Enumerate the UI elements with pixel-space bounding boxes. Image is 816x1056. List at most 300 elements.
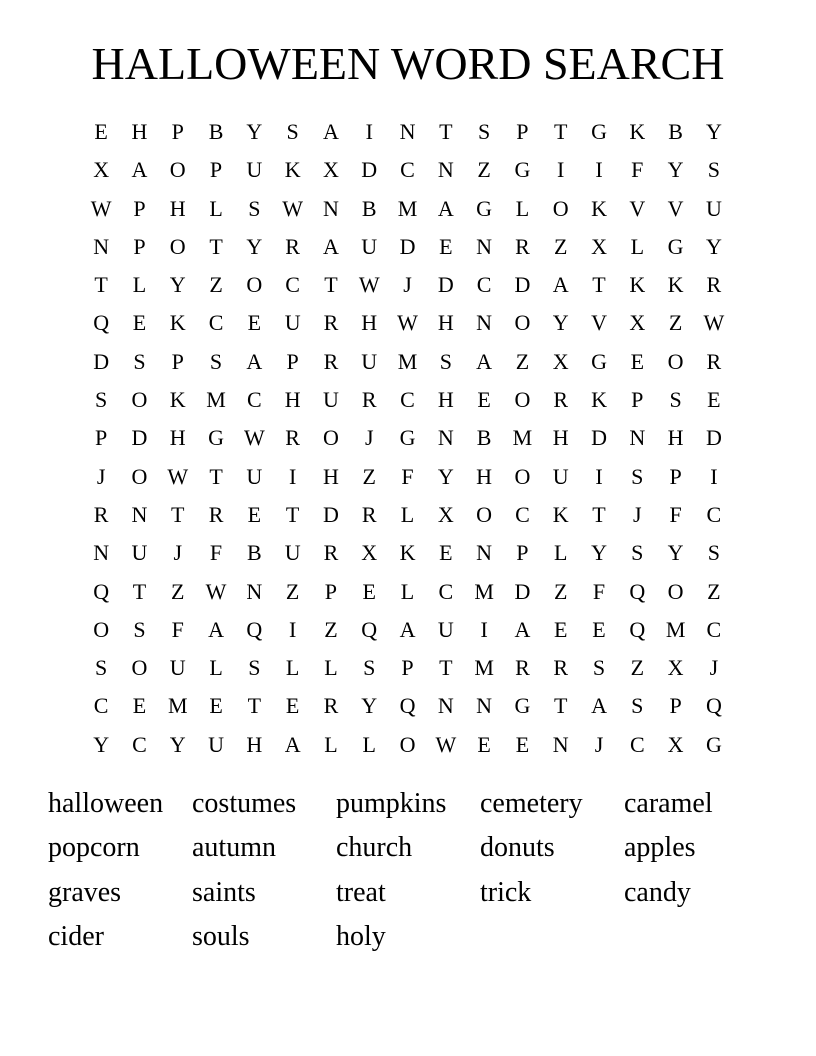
grid-letter: G — [514, 693, 531, 719]
grid-letter: H — [437, 310, 454, 336]
grid-letter: Z — [630, 655, 645, 681]
grid-letter: U — [284, 310, 301, 336]
grid-letter: I — [595, 157, 603, 183]
word-list-item: church — [336, 832, 413, 864]
grid-letter: P — [133, 195, 146, 221]
grid-letter: H — [667, 425, 684, 451]
grid-letter: S — [133, 348, 146, 374]
word-list-item: apples — [624, 832, 696, 864]
grid-letter: H — [361, 310, 378, 336]
grid-letter: K — [667, 272, 684, 298]
grid-letter: P — [171, 348, 184, 374]
grid-letter: X — [93, 157, 110, 183]
grid-letter: U — [552, 463, 569, 489]
word-list-item: trick — [480, 876, 532, 908]
grid-letter: D — [514, 578, 531, 604]
grid-letter: K — [629, 119, 646, 144]
grid-letter: H — [476, 463, 493, 489]
grid-letter: T — [439, 655, 453, 681]
grid-letter: U — [361, 233, 378, 259]
grid-letter: F — [592, 578, 606, 604]
grid-letter: H — [169, 425, 186, 451]
grid-row — [82, 228, 733, 266]
grid-letter: T — [247, 693, 262, 719]
grid-letter: T — [324, 272, 338, 298]
grid-letter: R — [553, 387, 569, 413]
grid-letter: K — [629, 272, 646, 298]
grid-row — [82, 534, 733, 572]
grid-letter: G — [514, 157, 531, 183]
grid-letter: G — [591, 348, 607, 374]
grid-letter: C — [706, 501, 722, 527]
grid-letter: O — [131, 387, 148, 413]
word-list-item: costumes — [192, 788, 297, 819]
grid-letter: P — [95, 425, 108, 451]
grid-letter: L — [132, 272, 147, 298]
grid-letter: W — [703, 310, 725, 336]
grid-letter: Y — [705, 119, 722, 144]
grid-letter: A — [399, 616, 416, 642]
grid-letter: X — [552, 348, 569, 374]
grid-letter: C — [476, 272, 492, 298]
grid-letter: T — [94, 272, 108, 298]
grid-letter: T — [209, 463, 223, 489]
grid-letter: C — [706, 616, 722, 642]
grid-letter: C — [132, 731, 147, 757]
grid-letter: M — [474, 578, 494, 604]
grid-letter: Z — [515, 348, 530, 374]
grid-letter: N — [476, 310, 493, 336]
grid-letter: Y — [361, 693, 378, 719]
grid-letter: C — [208, 310, 224, 336]
grid-letter: Z — [553, 578, 568, 604]
word-list-item: caramel — [624, 788, 713, 819]
grid-letter: E — [362, 578, 376, 604]
grid-letter: R — [361, 387, 377, 413]
grid-letter: L — [209, 195, 223, 221]
grid-letter: Y — [169, 272, 186, 298]
grid-letter: Y — [667, 157, 684, 183]
grid-letter: E — [132, 310, 147, 336]
grid-letter: U — [437, 616, 454, 642]
grid-letter: S — [707, 540, 721, 566]
grid-letter: K — [169, 387, 186, 413]
grid-letter: J — [594, 731, 604, 757]
grid-letter: T — [209, 233, 223, 259]
grid-letter: R — [323, 348, 339, 374]
word-list-item: pumpkins — [336, 788, 447, 819]
grid-letter: Y — [169, 731, 186, 757]
grid-letter: Q — [629, 616, 646, 642]
grid-letter: R — [323, 310, 339, 336]
grid-letter: U — [322, 387, 339, 413]
grid-letter: E — [592, 616, 606, 642]
grid-letter: O — [93, 616, 110, 642]
grid-letter: R — [553, 655, 569, 681]
grid-letter: N — [629, 425, 646, 451]
grid-letter: U — [246, 463, 263, 489]
grid-letter: A — [322, 119, 339, 144]
grid-letter: F — [401, 463, 414, 489]
grid-letter: N — [476, 540, 493, 566]
grid-letter: L — [285, 655, 300, 681]
grid-letter: X — [437, 501, 454, 527]
grid-letter: Y — [552, 310, 569, 336]
grid-letter: X — [591, 233, 607, 259]
grid-letter: M — [397, 195, 418, 221]
grid-row — [82, 687, 733, 725]
grid-letter: W — [205, 578, 227, 604]
grid-letter: I — [288, 616, 297, 642]
grid-letter: Z — [285, 578, 300, 604]
grid-letter: J — [709, 655, 719, 681]
grid-letter: Q — [399, 693, 416, 719]
grid-letter: H — [169, 195, 186, 221]
grid-letter: V — [591, 310, 607, 336]
grid-row — [82, 304, 733, 342]
grid-letter: Y — [667, 540, 684, 566]
grid-letter: E — [132, 693, 147, 719]
grid-letter: N — [437, 425, 454, 451]
grid-letter: M — [206, 387, 226, 413]
grid-letter: E — [94, 119, 108, 144]
grid-letter: D — [437, 272, 454, 298]
grid-letter: G — [705, 731, 722, 757]
grid-letter: O — [552, 195, 569, 221]
word-list-row — [48, 871, 768, 915]
grid-letter: L — [362, 731, 376, 757]
grid-letter: O — [667, 578, 684, 604]
grid-letter: D — [514, 272, 531, 298]
grid-letter: B — [668, 119, 683, 144]
grid-letter: U — [208, 731, 224, 757]
grid-letter: A — [246, 348, 263, 374]
grid-letter: G — [208, 425, 224, 451]
grid-letter: P — [669, 693, 682, 719]
grid-letter: I — [480, 616, 488, 642]
grid-letter: U — [705, 195, 722, 221]
word-list-item: saints — [192, 876, 256, 908]
grid-letter: S — [248, 195, 261, 221]
grid-letter: R — [515, 655, 530, 681]
grid-letter: Q — [93, 310, 110, 336]
grid-letter: U — [131, 540, 148, 566]
grid-letter: Y — [93, 731, 110, 757]
grid-letter: S — [631, 540, 644, 566]
word-list-item: candy — [624, 876, 691, 908]
grid-letter: K — [399, 540, 416, 566]
grid-letter: K — [591, 387, 607, 413]
grid-letter: A — [284, 731, 301, 757]
grid-letter: Y — [591, 540, 607, 566]
word-list-item: cemetery — [480, 788, 583, 819]
grid-letter: E — [707, 387, 721, 413]
grid-letter: Z — [553, 233, 568, 259]
word-list-item: popcorn — [48, 832, 140, 864]
grid-row — [82, 343, 733, 381]
grid-letter: F — [631, 157, 644, 183]
grid-letter: B — [361, 195, 377, 221]
grid-letter: A — [476, 348, 493, 374]
grid-letter: N — [246, 578, 263, 604]
grid-letter: B — [208, 119, 224, 144]
grid-letter: N — [552, 731, 569, 757]
grid-letter: R — [706, 272, 722, 298]
grid-letter: N — [437, 157, 454, 183]
grid-letter: D — [93, 348, 110, 374]
grid-letter: N — [399, 119, 416, 144]
grid-letter: J — [403, 272, 412, 298]
grid-letter: X — [667, 731, 684, 757]
grid-letter: D — [591, 425, 607, 451]
grid-letter: M — [167, 693, 188, 719]
grid-letter: J — [633, 501, 642, 527]
grid-letter: L — [324, 731, 338, 757]
grid-letter: P — [209, 157, 223, 183]
grid-letter: A — [591, 693, 607, 719]
grid-letter: I — [288, 463, 297, 489]
grid-letter: Z — [707, 578, 721, 604]
grid-letter: S — [133, 616, 146, 642]
word-list-item: donuts — [480, 832, 555, 864]
grid-row — [82, 151, 733, 189]
grid-letter: Q — [361, 616, 378, 642]
grid-letter: T — [553, 119, 568, 144]
grid-row — [82, 113, 733, 151]
grid-letter: U — [284, 540, 301, 566]
grid-letter: O — [514, 387, 531, 413]
grid-letter: M — [512, 425, 533, 451]
grid-letter: G — [476, 195, 493, 221]
grid-letter: W — [167, 463, 189, 489]
grid-letter: L — [400, 578, 415, 604]
grid-letter: M — [397, 348, 418, 374]
grid-letter: N — [322, 195, 339, 221]
grid-letter: P — [401, 655, 414, 681]
grid-letter: J — [173, 540, 183, 566]
grid-letter: S — [363, 655, 376, 681]
grid-letter: I — [557, 157, 565, 183]
grid-letter: K — [591, 195, 607, 221]
grid-letter: Z — [209, 272, 223, 298]
grid-letter: Q — [705, 693, 722, 719]
grid-letter: P — [286, 348, 299, 374]
grid-letter: O — [169, 233, 186, 259]
grid-letter: W — [435, 731, 457, 757]
grid-letter: S — [477, 119, 491, 144]
grid-letter: F — [171, 616, 184, 642]
grid-letter: Y — [705, 233, 722, 259]
grid-row — [82, 726, 733, 764]
grid-letter: X — [629, 310, 646, 336]
grid-letter: U — [169, 655, 186, 681]
word-list-item: treat — [336, 876, 386, 908]
grid-letter: C — [93, 693, 109, 719]
grid-letter: B — [246, 540, 262, 566]
grid-letter: Z — [668, 310, 683, 336]
grid-letter: R — [208, 501, 224, 527]
grid-row — [82, 381, 733, 419]
grid-letter: Q — [93, 578, 110, 604]
grid-letter: W — [243, 425, 265, 451]
grid-letter: T — [171, 501, 185, 527]
grid-letter: D — [399, 233, 416, 259]
grid-letter: E — [439, 540, 453, 566]
grid-letter: P — [516, 119, 529, 144]
grid-letter: H — [284, 387, 301, 413]
grid-letter: E — [439, 233, 453, 259]
grid-letter: O — [169, 157, 186, 183]
grid-letter: R — [285, 233, 300, 259]
grid-letter: T — [553, 693, 568, 719]
grid-letter: R — [285, 425, 300, 451]
grid-letter: Z — [477, 157, 491, 183]
grid-letter: H — [322, 463, 339, 489]
grid-letter: G — [667, 233, 684, 259]
grid-row — [82, 458, 733, 496]
grid-letter: R — [515, 233, 530, 259]
grid-letter: O — [476, 501, 493, 527]
grid-letter: M — [665, 616, 686, 642]
grid-letter: N — [476, 693, 493, 719]
grid-letter: S — [209, 348, 223, 374]
grid-letter: R — [323, 540, 339, 566]
grid-letter: K — [169, 310, 186, 336]
grid-letter: S — [592, 655, 606, 681]
grid-letter: T — [132, 578, 147, 604]
grid-letter: P — [631, 387, 644, 413]
word-list-item: halloween — [48, 788, 164, 819]
grid-letter: W — [397, 310, 418, 336]
grid-letter: C — [400, 387, 415, 413]
grid-row — [82, 266, 733, 304]
grid-letter: R — [93, 501, 109, 527]
grid-letter: L — [515, 195, 530, 221]
grid-letter: Z — [324, 616, 338, 642]
grid-letter: T — [285, 501, 300, 527]
grid-letter: U — [361, 348, 378, 374]
grid-letter: A — [322, 233, 339, 259]
grid-letter: A — [552, 272, 569, 298]
grid-letter: R — [323, 693, 339, 719]
grid-row — [82, 573, 733, 611]
grid-letter: Z — [171, 578, 185, 604]
grid-letter: E — [630, 348, 645, 374]
grid-letter: W — [282, 195, 304, 221]
grid-letter: C — [438, 578, 454, 604]
word-list-item: cider — [48, 920, 104, 952]
grid-row — [82, 611, 733, 649]
grid-letter: E — [477, 387, 491, 413]
word-list-item: holy — [336, 920, 386, 952]
grid-letter: Q — [629, 578, 646, 604]
grid-letter: E — [247, 310, 262, 336]
grid-letter: O — [399, 731, 416, 757]
grid-letter: Y — [437, 463, 454, 489]
grid-letter: K — [284, 157, 301, 183]
grid-row — [82, 419, 733, 457]
grid-letter: S — [631, 693, 644, 719]
grid-letter: E — [477, 731, 491, 757]
grid-letter: L — [324, 655, 338, 681]
grid-letter: E — [515, 731, 530, 757]
grid-letter: A — [131, 157, 148, 183]
grid-letter: V — [667, 195, 684, 221]
grid-letter: E — [247, 501, 262, 527]
grid-letter: N — [93, 233, 110, 259]
grid-letter: P — [516, 540, 529, 566]
grid-letter: C — [400, 157, 415, 183]
grid-letter: O — [514, 310, 531, 336]
grid-letter: C — [246, 387, 262, 413]
grid-letter: S — [248, 655, 261, 681]
grid-letter: S — [95, 655, 108, 681]
grid-letter: X — [361, 540, 378, 566]
grid-letter: D — [361, 157, 378, 183]
grid-letter: S — [669, 387, 682, 413]
grid-letter: O — [667, 348, 684, 374]
grid-letter: X — [667, 655, 684, 681]
grid-letter: R — [361, 501, 377, 527]
grid-letter: O — [131, 655, 148, 681]
grid-letter: D — [705, 425, 722, 451]
grid-letter: C — [515, 501, 530, 527]
word-list-row — [48, 782, 768, 826]
grid-letter: L — [630, 233, 645, 259]
grid-letter: I — [710, 463, 718, 489]
grid-letter: J — [364, 425, 374, 451]
grid-letter: D — [322, 501, 339, 527]
grid-letter: S — [95, 387, 108, 413]
grid-letter: M — [474, 655, 494, 681]
grid-letter: S — [286, 119, 299, 144]
grid-letter: L — [209, 655, 223, 681]
grid-letter: O — [131, 463, 148, 489]
grid-letter: X — [322, 157, 339, 183]
grid-letter: Q — [246, 616, 263, 642]
grid-letter: P — [669, 463, 682, 489]
grid-letter: H — [552, 425, 569, 451]
grid-letter: I — [595, 463, 603, 489]
word-list-item: graves — [48, 876, 122, 908]
grid-letter: H — [131, 119, 148, 144]
grid-letter: G — [399, 425, 416, 451]
grid-letter: C — [285, 272, 300, 298]
grid-letter: S — [707, 157, 721, 183]
grid-letter: C — [629, 731, 645, 757]
grid-letter: N — [93, 540, 110, 566]
grid-letter: P — [171, 119, 184, 144]
grid-letter: Y — [246, 119, 263, 144]
grid-letter: P — [133, 233, 146, 259]
grid-letter: G — [591, 119, 607, 144]
grid-letter: O — [246, 272, 263, 298]
grid-row — [82, 190, 733, 228]
grid-letter: T — [592, 272, 606, 298]
grid-letter: U — [246, 157, 263, 183]
grid-letter: N — [476, 233, 493, 259]
grid-row — [82, 649, 733, 687]
grid-letter: Z — [362, 463, 376, 489]
grid-row — [82, 496, 733, 534]
word-list — [48, 782, 768, 959]
grid-letter: P — [324, 578, 338, 604]
page-title: HALLOWEEN WORD SEARCH — [91, 38, 725, 89]
grid-letter: I — [365, 119, 373, 144]
grid-letter: H — [437, 387, 454, 413]
grid-letter: F — [669, 501, 682, 527]
word-list-item: souls — [192, 920, 250, 952]
